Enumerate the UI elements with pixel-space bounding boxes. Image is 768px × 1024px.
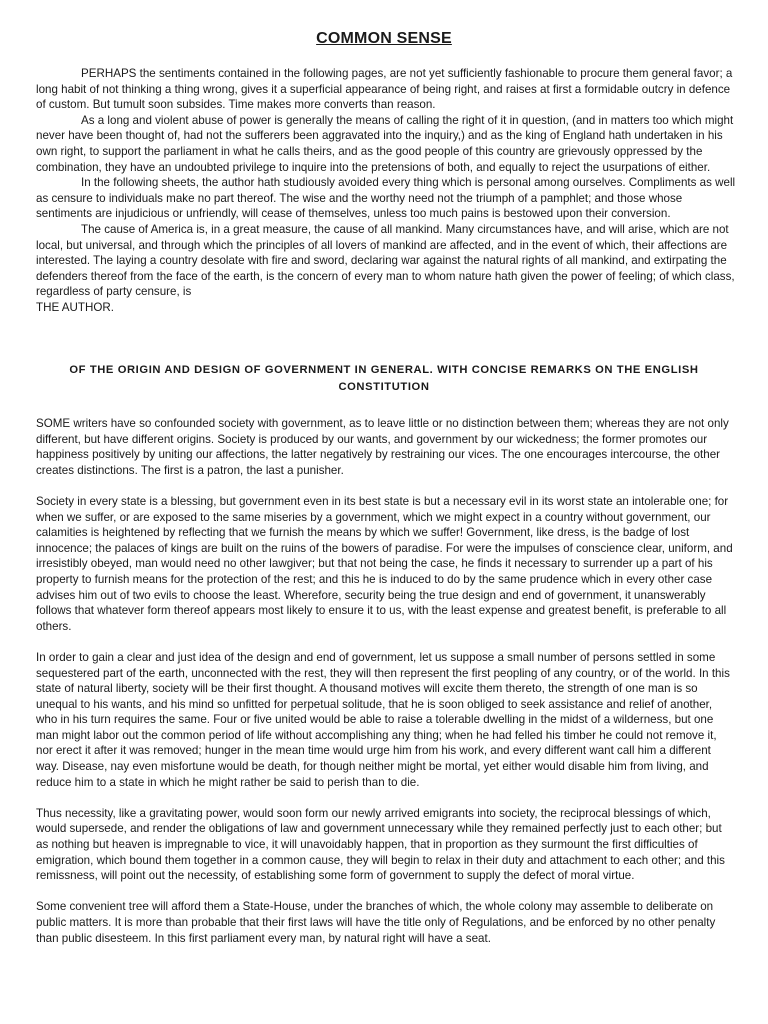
- preface-paragraph: The cause of America is, in a great measure, the cause of all mankind. Many circumstances have, and will arise, which are not local, but universal, and through which the principles of all lovers of mankind are affected, and in the event of which, their affections are interested. The laying a country desolate with fire and sword, declaring war against the natural rights of all mankind, and extirpating the defenders thereof from the face of the earth, is the concern of every man to whom nature hath given the power of feeling; of which class, regardless of party censure, is: [36, 222, 735, 299]
- body-paragraph: SOME writers have so confounded society with government, as to leave little or no distinction between them; whereas they are not only different, but have different origins. Society is produced by our wants, and government by our wickedness; the former promotes our happiness positively by uniting our affections, the latter negatively by restraining our vices. The one encourages intercourse, the other creates distinctions. The first is a patron, the last a punisher.: [36, 417, 729, 477]
- document-title: COMMON SENSE: [316, 30, 452, 47]
- body-paragraph: Some convenient tree will afford them a State-House, under the branches of which, the whole colony may assemble to deliberate on public matters. It is more than probable that their first laws will have the title only of Regulations, and be enforced by no other penalty than public disesteem. In this first parliament every man, by natural right will have a seat.: [36, 900, 716, 945]
- author-signature: THE AUTHOR.: [36, 300, 114, 314]
- body-paragraph: Thus necessity, like a gravitating power, would soon form our newly arrived emigrants into society, the reciprocal blessings of which, would supersede, and render the obligations of law and government unnecessary while they remained perfectly just to each other; but as nothing but heaven is impregnable to vice, it will unavoidably happen, that in proportion as they surmount the first difficulties of emigration, which bound them together in a common cause, they will begin to relax in their duty and attachment to each other; and this remissness, will point out the necessity, of establishing some form of government to supply the defect of moral virtue.: [36, 806, 725, 883]
- body-paragraph: Society in every state is a blessing, but government even in its best state is but a necessary evil in its worst state an intolerable one; for when we suffer, or are exposed to the same miseries by a government, which we might expect in a country without government, our calamities is heightened by reflecting that we furnish the means by which we suffer! Government, like dress, is the badge of lost innocence; the palaces of kings are built on the ruins of the bowers of paradise. For were the impulses of conscience clear, uniform, and irresistibly obeyed, man would need no other lawgiver; but that not being the case, he finds it necessary to surrender up a part of his property to furnish means for the protection of the rest; and this he is induced to do by the same prudence which in every other case advises him out of two evils to choose the least. Wherefore, security being the true design and end of government, it unanswerably follows that whatever form thereof appears most likely to ensure it to us, with the least expense and greatest benefit, is preferable to all others.: [36, 494, 733, 633]
- section-heading: OF THE ORIGIN AND DESIGN OF GOVERNMENT IN GENERAL. WITH CONCISE REMARKS ON THE ENGLISH CONSTITUTION: [69, 364, 699, 393]
- section-body: [36, 416, 736, 962]
- preface: [36, 66, 736, 316]
- body-paragraph: In order to gain a clear and just idea of the design and end of government, let us suppose a small number of persons settled in some sequestered part of the earth, unconnected with the rest, they will then represent the first peopling of any country, or of the world. In this state of natural liberty, society will be their first thought. A thousand motives will excite them thereto, the strength of one man is so unequal to his wants, and his mind so unfitted for perpetual solitude, that he is soon obliged to seek assistance and relief of another, who in his turn requires the same. Four or five united would be able to raise a tolerable dwelling in the midst of a wilderness, but one man might labor out the common period of life without accomplishing any thing; when he had felled his timber he could not remove it, nor erect it after it was removed; hunger in the mean time would urge him from his work, and every different want call him a different way. Disease, nay even misfortune would be death, for though neither might be mortal, yet either would disable him from living, and reduce him to a state in which he might rather be said to perish than to die.: [36, 650, 730, 789]
- preface-paragraph: In the following sheets, the author hath studiously avoided every thing which is personal among ourselves. Compliments as well as censure to individuals make no part thereof. The wise and the worthy need not the triumph of a pamphlet; and those whose sentiments are injudicious or unfriendly, will cease of themselves, unless too much pains is bestowed upon their conversion.: [36, 176, 736, 221]
- preface-paragraph: PERHAPS the sentiments contained in the following pages, are not yet sufficiently fashionable to procure them general favor; a long habit of not thinking a thing wrong, gives it a superficial appearance of being right, and raises at first a formidable outcry in defence of custom. But tumult soon subsides. Time makes more converts than reason.: [36, 67, 733, 112]
- preface-paragraph: As a long and violent abuse of power is generally the means of calling the right of it in question, (and in matters too which might never have been thought of, had not the sufferers been aggravated into the inquiry,) and as the king of England hath undertaken in his own right, to support the parliament in what he calls theirs, and as the good people of this country are grievously oppressed by the combination, they have an undoubted privilege to inquire into the pretensions of both, and equally to reject the usurpations of either.: [36, 113, 734, 174]
